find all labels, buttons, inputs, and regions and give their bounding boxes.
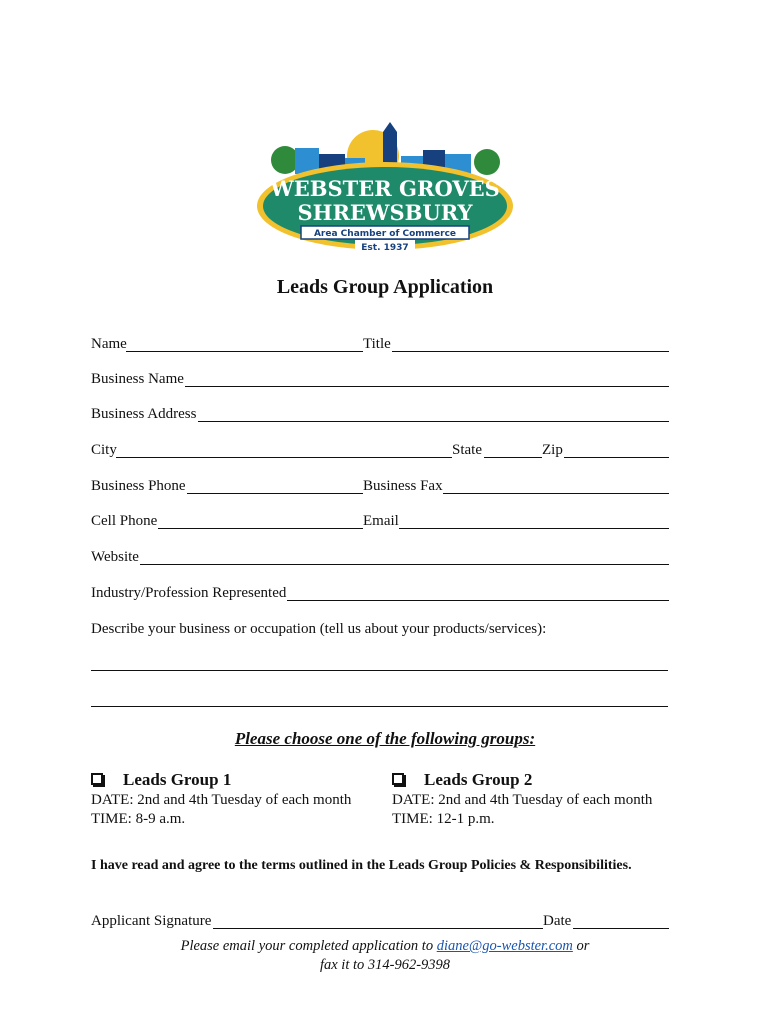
email-field[interactable] [399,528,669,529]
describe-field-line-2[interactable] [91,706,668,707]
business-phone-field[interactable] [187,493,363,494]
describe-label: Describe your business or occupation (tell us about your products/services): [91,621,547,637]
business-address-label: Business Address [91,406,197,422]
page-title: Leads Group Application [276,276,494,298]
industry-field[interactable] [287,600,669,601]
row-name-title [91,335,669,353]
chamber-logo-graphic [255,118,515,256]
state-field[interactable] [484,457,542,458]
business-name-field[interactable] [185,386,669,387]
group-2-time: TIME: 12-1 p.m. [392,811,495,827]
logo-line3: Area Chamber of Commerce [313,229,457,239]
date-label: Date [543,913,572,929]
name-label: Name [91,336,127,352]
city-field[interactable] [116,457,452,458]
choose-heading: Please choose one of the following groups: [234,729,536,748]
footer-instructions [0,937,770,975]
footer-post: or [572,938,590,954]
row-city-state-zip [91,441,669,459]
group-1-name: Leads Group 1 [123,769,232,789]
row-phone-fax [91,477,669,495]
group-option-2[interactable] [392,768,652,829]
cell-phone-field[interactable] [158,528,363,529]
footer-line-2: fax it to 314-962-9398 [319,957,451,973]
business-phone-label: Business Phone [91,478,186,494]
row-cell-email [91,512,669,530]
chamber-logo [255,118,515,256]
group-1-date: DATE: 2nd and 4th Tuesday of each month [91,792,352,808]
group-2-date: DATE: 2nd and 4th Tuesday of each month [392,792,653,808]
business-fax-label: Business Fax [363,478,443,494]
row-business-name [91,370,669,388]
title-field[interactable] [392,351,669,352]
row-signature [91,912,669,930]
email-link[interactable]: diane@go-webster.com [436,938,573,954]
date-field[interactable] [573,928,669,929]
website-label: Website [91,549,139,565]
footer-pre: Please email your completed application to [180,938,437,954]
logo-line2: SHREWSBURY [297,200,473,225]
footer-line-1 [0,937,770,956]
describe-field-line-1[interactable] [91,670,668,671]
business-fax-field[interactable] [443,493,669,494]
row-industry [91,584,669,602]
group-1-checkbox[interactable] [91,773,103,785]
zip-field[interactable] [564,457,669,458]
row-business-address [91,405,669,423]
business-name-label: Business Name [91,371,184,387]
name-field[interactable] [126,351,363,352]
business-address-field[interactable] [198,421,669,422]
logo-line1: WEBSTER GROVES [270,176,500,201]
email-label: Email [363,513,399,529]
agreement-statement: I have read and agree to the terms outlined in the Leads Group Policies & Responsibilities. [91,858,632,873]
state-label: State [452,442,482,458]
group-option-1[interactable] [91,768,351,829]
row-website [91,548,669,566]
zip-label: Zip [542,442,563,458]
signature-field[interactable] [213,928,543,929]
industry-label: Industry/Profession Represented [91,585,287,601]
group-2-checkbox[interactable] [392,773,404,785]
signature-label: Applicant Signature [91,913,212,929]
logo-line4: Est. 1937 [361,243,409,253]
group-1-time: TIME: 8-9 a.m. [91,811,186,827]
city-label: City [91,442,117,458]
title-label: Title [363,336,391,352]
group-2-name: Leads Group 2 [424,769,533,789]
website-field[interactable] [140,564,669,565]
cell-phone-label: Cell Phone [91,513,158,529]
